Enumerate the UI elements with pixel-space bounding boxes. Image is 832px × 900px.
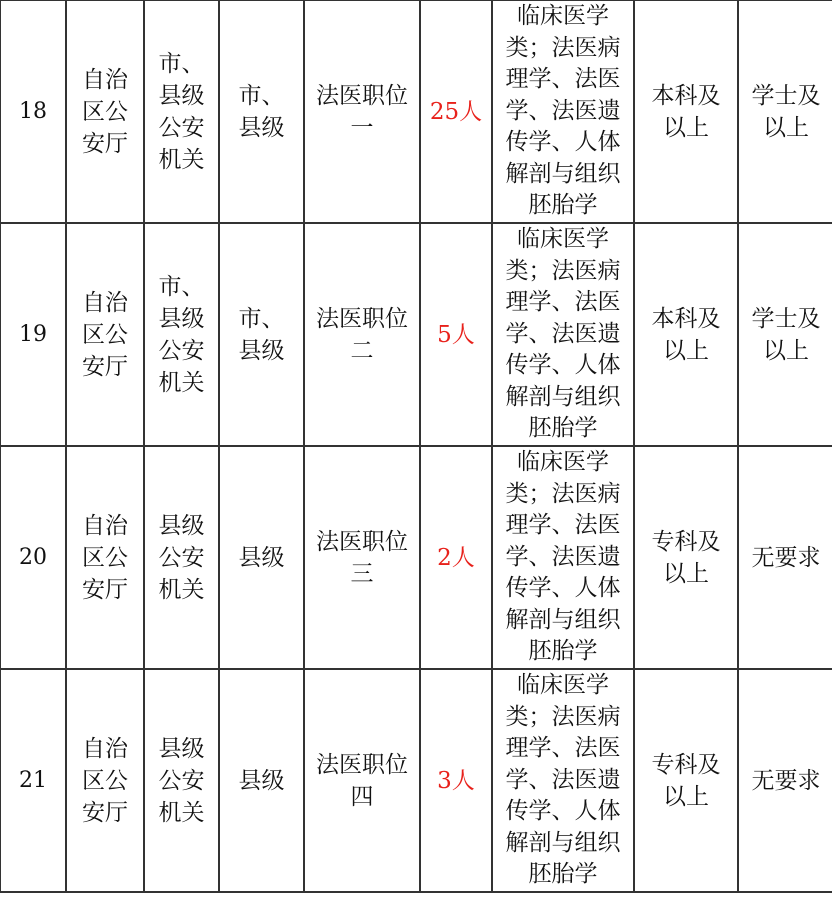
level-cell: 县级 <box>219 446 304 669</box>
major-requirement-cell: 临床医学 类；法医病 理学、法医 学、法医遗 传学、人体 解剖与组织 胚胎学 <box>492 669 634 892</box>
education-requirement-cell: 本科及 以上 <box>634 0 738 223</box>
department-cell: 自治 区公 安厅 <box>66 223 144 446</box>
hiring-count-cell: 5人 <box>420 223 492 446</box>
position-name-cell: 法医职位 三 <box>304 446 420 669</box>
education-requirement-cell: 专科及 以上 <box>634 669 738 892</box>
level-cell: 市、 县级 <box>219 0 304 223</box>
level-cell: 县级 <box>219 669 304 892</box>
degree-requirement-cell: 无要求 <box>738 669 832 892</box>
education-requirement-cell: 本科及 以上 <box>634 223 738 446</box>
hiring-count-cell: 3人 <box>420 669 492 892</box>
employing-unit-cell: 县级 公安 机关 <box>144 446 219 669</box>
education-requirement-cell: 专科及 以上 <box>634 446 738 669</box>
department-cell: 自治 区公 安厅 <box>66 446 144 669</box>
row-number-cell: 20 <box>0 446 66 669</box>
position-name-cell: 法医职位 一 <box>304 0 420 223</box>
hiring-count-cell: 25人 <box>420 0 492 223</box>
degree-requirement-cell: 学士及 以上 <box>738 223 832 446</box>
position-name-cell: 法医职位 二 <box>304 223 420 446</box>
row-number-cell: 18 <box>0 0 66 223</box>
table-row <box>0 446 832 669</box>
table-row <box>0 223 832 446</box>
major-requirement-cell: 临床医学 类；法医病 理学、法医 学、法医遗 传学、人体 解剖与组织 胚胎学 <box>492 223 634 446</box>
position-name-cell: 法医职位 四 <box>304 669 420 892</box>
row-number-cell: 21 <box>0 669 66 892</box>
employing-unit-cell: 县级 公安 机关 <box>144 669 219 892</box>
department-cell: 自治 区公 安厅 <box>66 669 144 892</box>
department-cell: 自治 区公 安厅 <box>66 0 144 223</box>
table-row <box>0 0 832 223</box>
hiring-count-cell: 2人 <box>420 446 492 669</box>
degree-requirement-cell: 学士及 以上 <box>738 0 832 223</box>
major-requirement-cell: 临床医学 类；法医病 理学、法医 学、法医遗 传学、人体 解剖与组织 胚胎学 <box>492 0 634 223</box>
employing-unit-cell: 市、 县级 公安 机关 <box>144 0 219 223</box>
level-cell: 市、 县级 <box>219 223 304 446</box>
major-requirement-cell: 临床医学 类；法医病 理学、法医 学、法医遗 传学、人体 解剖与组织 胚胎学 <box>492 446 634 669</box>
employing-unit-cell: 市、 县级 公安 机关 <box>144 223 219 446</box>
degree-requirement-cell: 无要求 <box>738 446 832 669</box>
table-row <box>0 669 832 892</box>
row-number-cell: 19 <box>0 223 66 446</box>
